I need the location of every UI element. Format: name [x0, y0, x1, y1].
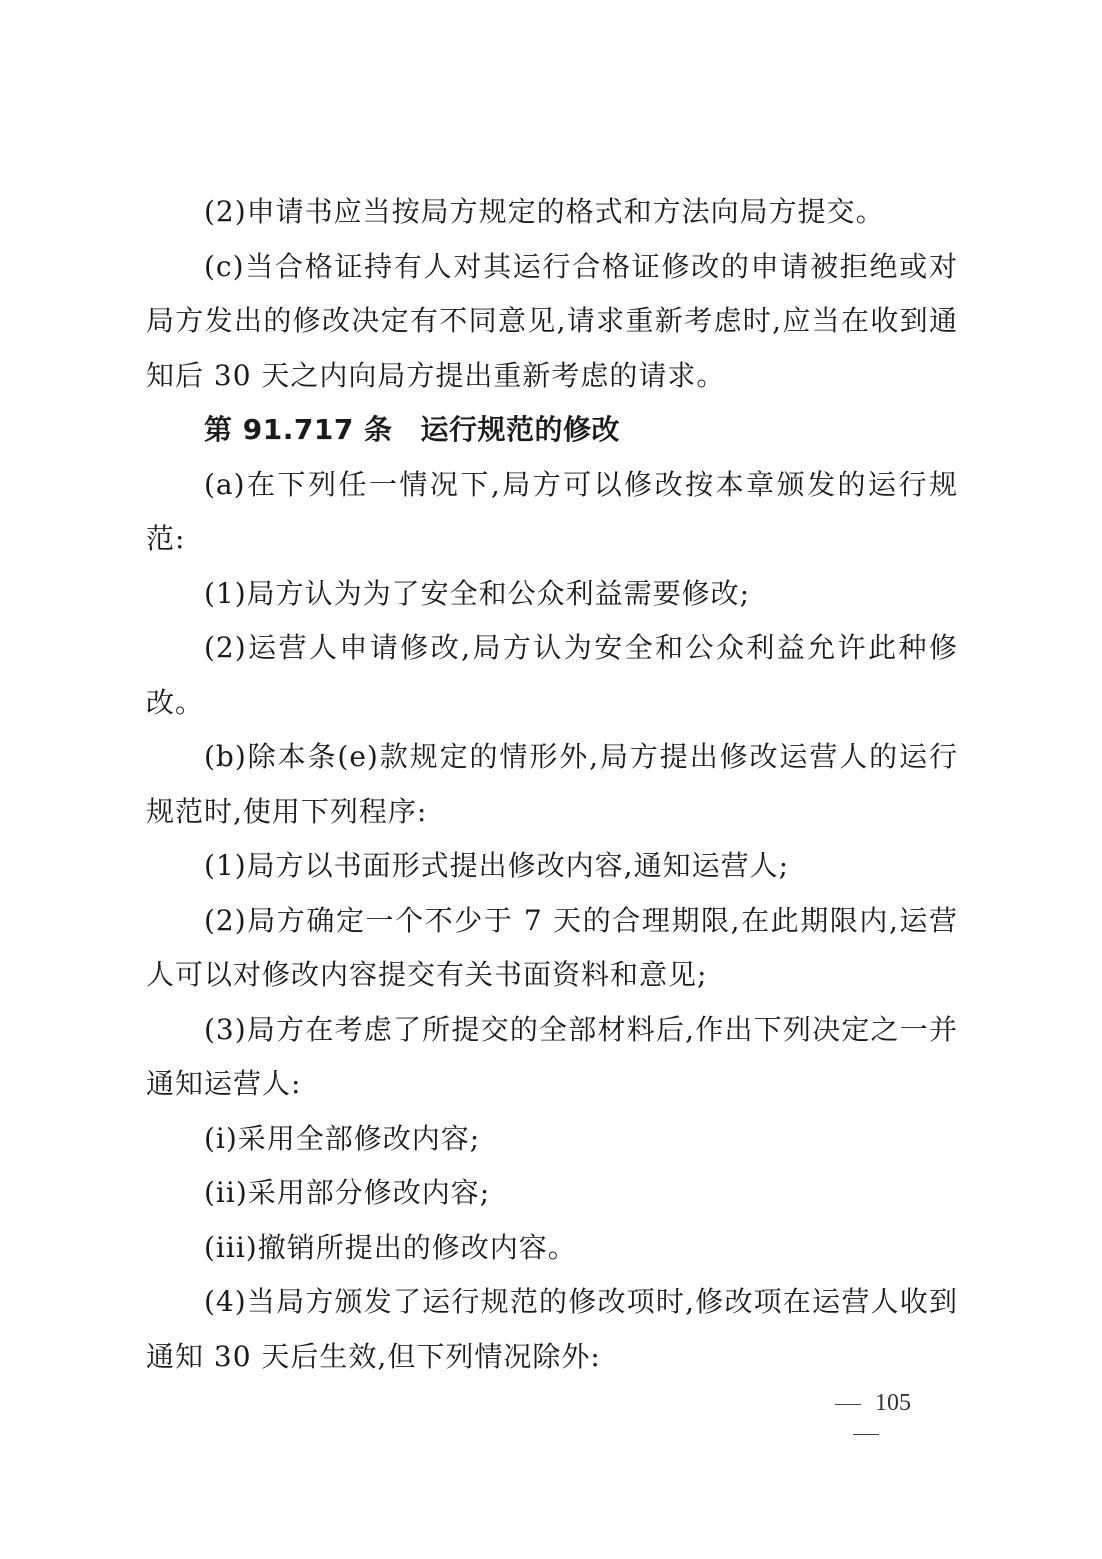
text-line: (2)申请书应当按局方规定的格式和方法向局方提交。	[204, 195, 885, 228]
page-number-right-dash	[853, 1434, 879, 1435]
text-line: 改。	[146, 685, 205, 719]
text-line: (3)局方在考虑了所提交的全部材料后,作出下列决定之一并	[204, 1012, 958, 1046]
article-heading	[146, 403, 958, 458]
text-line: (i)采用全部修改内容;	[204, 1121, 481, 1155]
text-line: (iii)撤销所提出的修改内容。	[204, 1230, 577, 1264]
text-line: (1)局方认为为了安全和公众利益需要修改;	[204, 576, 751, 610]
text-line: 人可以对修改内容提交有关书面资料和意见;	[146, 958, 708, 991]
text-line: 知后 30 天之内向局方提出重新考虑的请求。	[146, 358, 726, 392]
text-line: (a)在下列任一情况下,局方可以修改按本章颁发的运行规	[204, 467, 958, 501]
text-line: (c)当合格证持有人对其运行合格证修改的申请被拒绝或对	[204, 249, 958, 283]
text-line: 局方发出的修改决定有不同意见,请求重新考虑时,应当在收到通	[146, 304, 958, 337]
article-title: 运行规范的修改	[420, 413, 621, 446]
text-line: 规范时,使用下列程序:	[146, 794, 428, 828]
text-line: (2)局方确定一个不少于 7 天的合理期限,在此期限内,运营	[204, 903, 958, 937]
text-line: (ii)采用部分修改内容;	[204, 1176, 491, 1209]
text-line: 通知 30 天后生效,但下列情况除外:	[146, 1339, 601, 1373]
page-number-text: 105	[875, 1390, 911, 1416]
text-line: (b)除本条(e)款规定的情形外,局方提出修改运营人的运行	[204, 740, 958, 773]
text-line: 范:	[146, 522, 186, 555]
text-line: (2)运营人申请修改,局方认为安全和公众利益允许此种修	[204, 631, 958, 664]
document-body	[146, 185, 958, 1384]
article-number: 第 91.717 条	[204, 413, 393, 446]
text-line: (4)当局方颁发了运行规范的修改项时,修改项在运营人收到	[204, 1285, 958, 1318]
text-line: (1)局方以书面形式提出修改内容,通知运营人;	[204, 849, 789, 882]
page-number	[800, 1388, 932, 1448]
text-line: 通知运营人:	[146, 1067, 302, 1100]
page-number-left-dash	[835, 1404, 861, 1405]
